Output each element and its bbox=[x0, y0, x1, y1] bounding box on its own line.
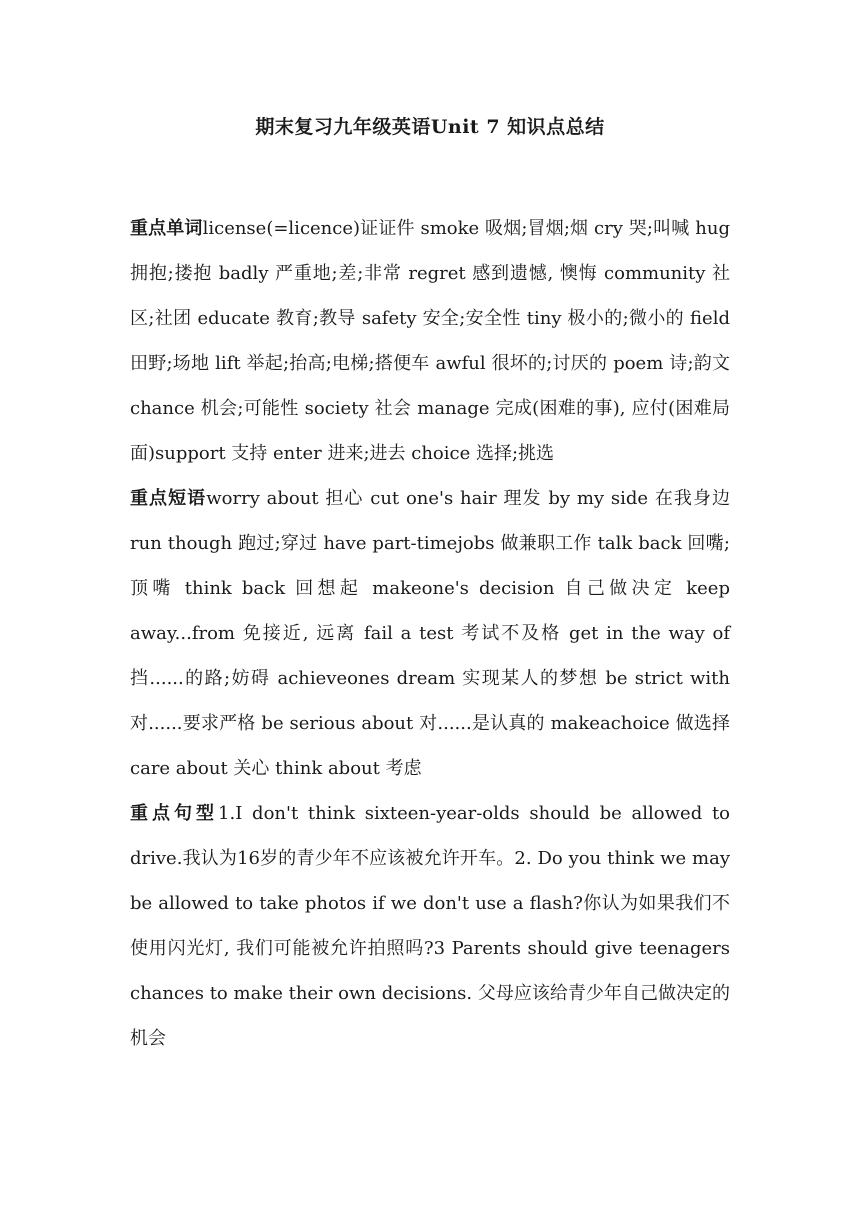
section-key-sentences bbox=[130, 791, 730, 1061]
section-label-key-phrases: 重点短语 bbox=[130, 488, 207, 509]
section-text-key-phrases: worry about 担心 cut one's hair 理发 by my side 在我身边 run though 跑过;穿过 have part-timejobs 做兼职工作 talk back 回嘴;顶嘴 think back 回想起 makeone's decision 自己做决定 keep away...from 免接近, 远离 fail a test 考试不及格 get in the way of 挡......的路;妨碍 achieveones dream 实现某人的梦想 be strict with 对......要求严格 be serious about 对......是认真的 makeachoice 做选择 care about 关心 think about 考虑 bbox=[130, 488, 731, 779]
section-text-key-sentences: 1.I don't think sixteen-year-olds should be allowed to drive.我认为16岁的青少年不应该被允许开车。2. Do you think we may be allowed to take photos if we don't use a flash?你认为如果我们不使用闪光灯, 我们可能被允许拍照吗?3 Parents should give teenagers chances to make their own decisions. 父母应该给青少年自己做决定的机会 bbox=[130, 803, 731, 1049]
section-label-key-words: 重点单词 bbox=[130, 218, 203, 239]
section-label-key-sentences: 重点句型 bbox=[130, 803, 219, 824]
document-title: 期末复习九年级英语Unit 7 知识点总结 bbox=[255, 116, 605, 138]
section-text-key-words: license(=licence)证证件 smoke 吸烟;冒烟;烟 cry 哭;叫喊 hug 拥抱;搂抱 badly 严重地;差;非常 regret 感到遗憾, 懊悔 community 社区;社团 educate 教育;教导 safety 安全;安全性 tiny 极小的;微小的 field 田野;场地 lift 举起;抬高;电梯;搭便车 awful 很坏的;讨厌的 poem 诗;韵文 chance 机会;可能性 society 社会 manage 完成(困难的事), 应付(困难局面)support 支持 enter 进来;进去 choice 选择;挑选 bbox=[130, 218, 731, 464]
section-key-words bbox=[130, 206, 730, 476]
section-key-phrases bbox=[130, 476, 730, 791]
document-body bbox=[130, 206, 730, 1061]
